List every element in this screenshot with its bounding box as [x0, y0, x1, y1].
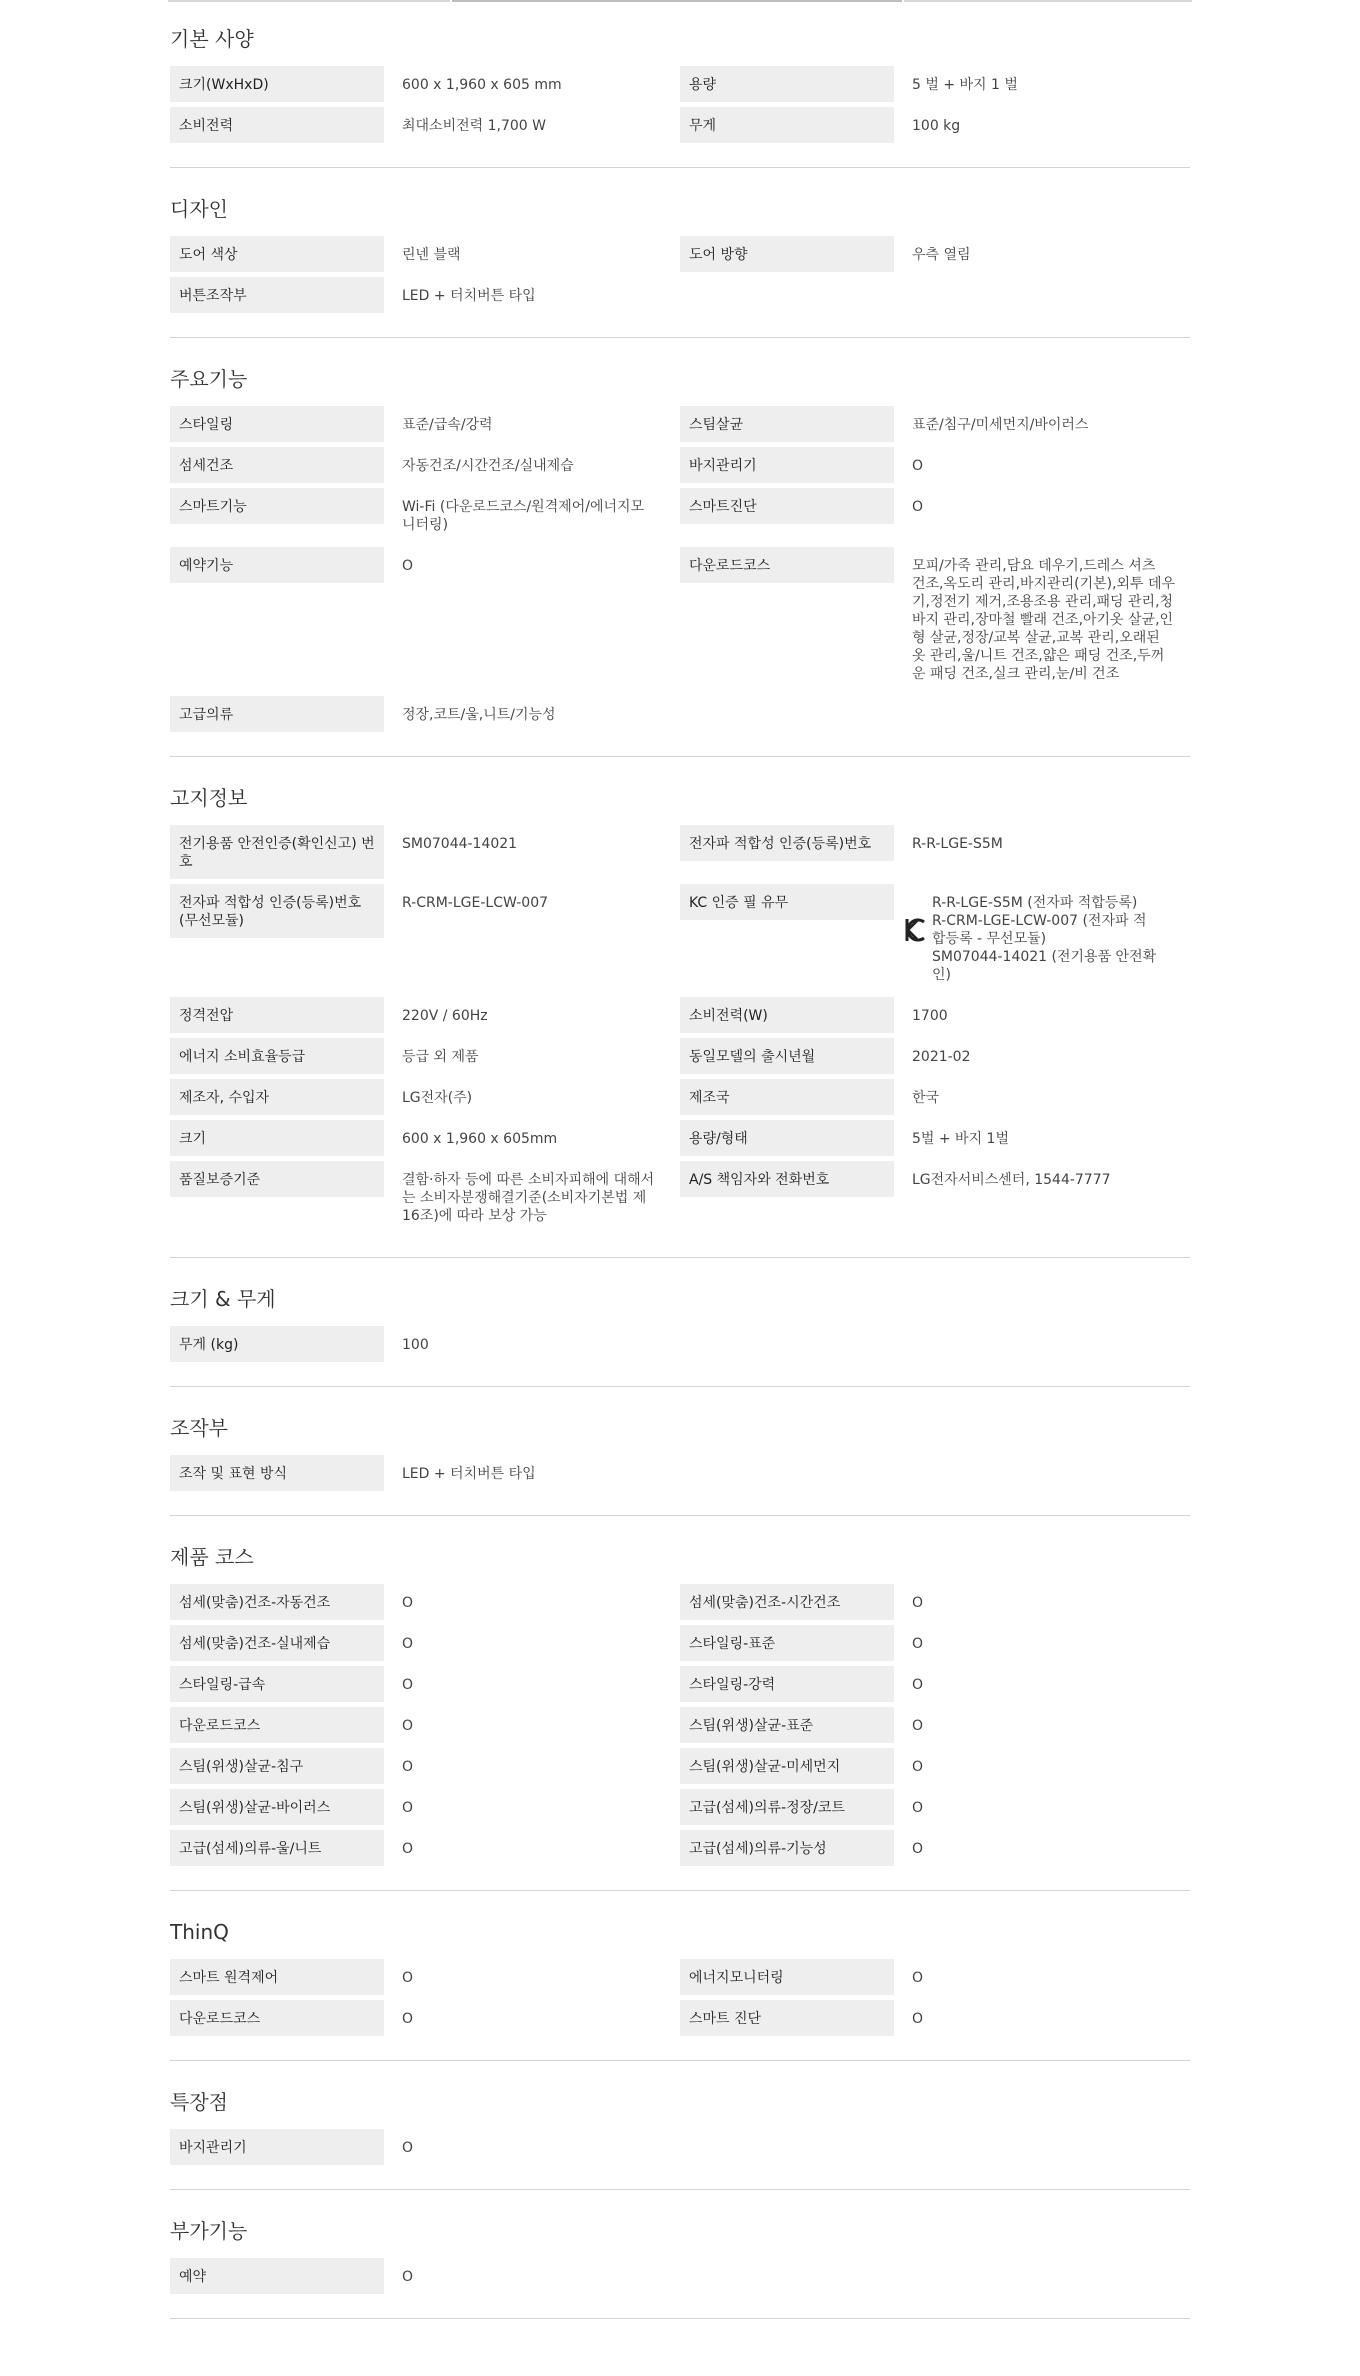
spec-label: 크기 [170, 1120, 384, 1156]
spec-section [170, 1415, 1190, 1516]
spec-label: 다운로드코스 [170, 1707, 384, 1743]
spec-value: LED + 터치버튼 타입 [402, 288, 536, 304]
spec-label: 스타일링 [170, 406, 384, 442]
kc-certification-text: R-R-LGE-S5M (전자파 적합등록) R-CRM-LGE-LCW-007 (전자파 적 합등록 - 무선모듈) SM07044-14021 (전기용품 안전확 인) [932, 895, 1157, 983]
spec-value: O [402, 1718, 414, 1734]
section-title: 제품 코스 [170, 1545, 254, 1569]
spec-label: 무게 [680, 107, 894, 143]
spec-label: 섬세(맞춤)건조-자동건조 [170, 1584, 384, 1620]
spec-label: 다운로드코스 [170, 2000, 384, 2036]
spec-label: 스마트 원격제어 [170, 1959, 384, 1995]
spec-label: 소비전력 [170, 107, 384, 143]
spec-value: SM07044-14021 [402, 836, 518, 852]
spec-table [170, 236, 1190, 313]
spec-section [170, 2218, 1190, 2319]
spec-label: 고급의류 [170, 696, 384, 732]
spec-label: 스팀(위생)살균-표준 [680, 1707, 894, 1743]
spec-value: 5벌 + 바지 1벌 [912, 1131, 1009, 1147]
spec-value: O [402, 2269, 414, 2285]
spec-value: 등급 외 제품 [402, 1049, 479, 1065]
spec-table [170, 825, 1190, 1233]
spec-label: 용량 [680, 66, 894, 102]
spec-value: O [402, 558, 414, 574]
spec-value: 600 x 1,960 x 605 mm [402, 77, 562, 93]
spec-label: 제조국 [680, 1079, 894, 1115]
spec-label: 바지관리기 [680, 447, 894, 483]
spec-value: O [912, 1718, 924, 1734]
spec-table [170, 2129, 1190, 2165]
spec-label: 품질보증기준 [170, 1161, 384, 1197]
empty-cell [894, 1455, 1190, 1491]
empty-cell [680, 277, 894, 313]
spec-label: 스팀살균 [680, 406, 894, 442]
spec-label: 용량/형태 [680, 1120, 894, 1156]
spec-value: O [912, 1841, 924, 1857]
spec-label: 스팀(위생)살균-미세먼지 [680, 1748, 894, 1784]
spec-value: 최대소비전력 1,700 W [402, 118, 546, 134]
section-title: 기본 사양 [170, 27, 254, 51]
section-title: 디자인 [170, 197, 228, 221]
spec-value: 600 x 1,960 x 605mm [402, 1131, 558, 1147]
spec-label: 정격전압 [170, 997, 384, 1033]
spec-label: 스타일링-표준 [680, 1625, 894, 1661]
spec-value: O [402, 1636, 414, 1652]
spec-value: 결함·하자 등에 따른 소비자피해에 대해서 는 소비자분쟁해결기준(소비자기본법 제 16조)에 따라 보상 가능 [402, 1172, 655, 1224]
spec-label: 스팀(위생)살균-침구 [170, 1748, 384, 1784]
spec-table [170, 1326, 1190, 1362]
spec-table [170, 1959, 1190, 2036]
empty-cell [894, 696, 1190, 732]
spec-value: O [912, 1970, 924, 1986]
spec-value: O [402, 1800, 414, 1816]
spec-value: O [912, 1800, 924, 1816]
spec-label: 도어 방향 [680, 236, 894, 272]
empty-cell [680, 2129, 894, 2165]
spec-value: 표준/급속/강력 [402, 417, 493, 433]
spec-value: O [912, 1759, 924, 1775]
spec-label: 동일모델의 출시년월 [680, 1038, 894, 1074]
empty-cell [894, 277, 1190, 313]
spec-section [170, 2089, 1190, 2190]
spec-label: 스마트진단 [680, 488, 894, 524]
spec-value: 정장,코트/울,니트/기능성 [402, 707, 556, 723]
spec-value: LG전자서비스센터, 1544-7777 [912, 1172, 1111, 1188]
spec-value: R-R-LGE-S5M [912, 836, 1003, 852]
section-title: 주요기능 [170, 367, 248, 391]
spec-value: 100 [402, 1337, 429, 1353]
spec-value: O [402, 1970, 414, 1986]
spec-section [170, 0, 1190, 168]
spec-label: 전자파 적합성 인증(등록)번호 (무선모듈) [170, 884, 384, 938]
spec-section [170, 196, 1190, 338]
spec-value [894, 884, 1190, 992]
section-title: 고지정보 [170, 786, 248, 810]
spec-value: O [912, 1677, 924, 1693]
spec-value: O [402, 1595, 414, 1611]
spec-label: 섬세(맞춤)건조-시간건조 [680, 1584, 894, 1620]
spec-value: O [912, 1636, 924, 1652]
spec-label: 에너지모니터링 [680, 1959, 894, 1995]
spec-label: 조작 및 표현 방식 [170, 1455, 384, 1491]
spec-label: 스타일링-급속 [170, 1666, 384, 1702]
spec-label: 섬세(맞춤)건조-실내제습 [170, 1625, 384, 1661]
empty-cell [680, 2258, 894, 2294]
spec-label: 고급(섬세)의류-기능성 [680, 1830, 894, 1866]
spec-label: 스마트기능 [170, 488, 384, 524]
spec-label: 스마트 진단 [680, 2000, 894, 2036]
spec-label: 예약 [170, 2258, 384, 2294]
section-title: 조작부 [170, 1416, 228, 1440]
spec-value: 우측 열림 [912, 247, 971, 263]
spec-value: 2021-02 [912, 1049, 971, 1065]
spec-label: 전자파 적합성 인증(등록)번호 [680, 825, 894, 861]
spec-label: 다운로드코스 [680, 547, 894, 583]
spec-value: 220V / 60Hz [402, 1008, 488, 1024]
spec-label: 도어 색상 [170, 236, 384, 272]
spec-table [170, 406, 1190, 732]
spec-value: 5 벌 + 바지 1 벌 [912, 77, 1018, 93]
spec-label: 소비전력(W) [680, 997, 894, 1033]
spec-value: 한국 [912, 1090, 940, 1106]
empty-cell [680, 1326, 894, 1362]
spec-value: 1700 [912, 1008, 948, 1024]
spec-value: LED + 터치버튼 타입 [402, 1466, 536, 1482]
spec-value: LG전자(주) [402, 1090, 473, 1106]
spec-section [170, 785, 1190, 1258]
spec-label: 버튼조작부 [170, 277, 384, 313]
spec-table [170, 1455, 1190, 1491]
section-title: 특장점 [170, 2090, 228, 2114]
spec-value: Wi-Fi (다운로드코스/원격제어/에너지모 니터링) [402, 499, 645, 533]
empty-cell [894, 2129, 1190, 2165]
kc-certification-icon [904, 916, 928, 944]
spec-label: 스팀(위생)살균-바이러스 [170, 1789, 384, 1825]
spec-value: O [912, 499, 924, 515]
spec-label: 섬세건조 [170, 447, 384, 483]
spec-label: 고급(섬세)의류-울/니트 [170, 1830, 384, 1866]
spec-value: O [912, 2011, 924, 2027]
section-title: 부가기능 [170, 2219, 248, 2243]
spec-value: R-CRM-LGE-LCW-007 [402, 895, 549, 911]
spec-label: 무게 (kg) [170, 1326, 384, 1362]
spec-section [170, 1544, 1190, 1891]
spec-label: 에너지 소비효율등급 [170, 1038, 384, 1074]
spec-content [170, 0, 1190, 2347]
spec-value: 100 kg [912, 118, 961, 134]
spec-section [170, 366, 1190, 757]
spec-value: 표준/침구/미세먼지/바이러스 [912, 417, 1089, 433]
spec-label: 예약기능 [170, 547, 384, 583]
spec-section [170, 1286, 1190, 1387]
spec-value: O [912, 1595, 924, 1611]
spec-label: A/S 책임자와 전화번호 [680, 1161, 894, 1197]
spec-table [170, 2258, 1190, 2294]
section-title: ThinQ [170, 1920, 229, 1944]
empty-cell [680, 1455, 894, 1491]
empty-cell [894, 2258, 1190, 2294]
spec-value: 모피/가죽 관리,담요 데우기,드레스 셔츠 건조,옥도리 관리,바지관리(기본),외투 데우 기,정전기 제거,조용조용 관리,패딩 관리,청 바지 관리,장마철 빨래 건조,아기옷 살균,인 형 살균,정장/교복 살균,교복 관리,오래된 옷 관리,울/니트 건조,얇은 패딩 건조,두꺼 운 패딩 건조,실크 관리,눈/비 건조 [912, 558, 1176, 682]
spec-label: KC 인증 필 유무 [680, 884, 894, 920]
spec-table [170, 1584, 1190, 1866]
spec-value: O [402, 2011, 414, 2027]
spec-value: 린넨 블랙 [402, 247, 461, 263]
spec-value: 자동건조/시간건조/실내제습 [402, 458, 574, 474]
spec-value: O [402, 1677, 414, 1693]
empty-cell [680, 696, 894, 732]
empty-cell [894, 1326, 1190, 1362]
spec-value: O [402, 1759, 414, 1775]
spec-label: 크기(WxHxD) [170, 66, 384, 102]
spec-label: 전기용품 안전인증(확인신고) 번호 [170, 825, 384, 879]
spec-label: 고급(섬세)의류-정장/코트 [680, 1789, 894, 1825]
spec-section [170, 1919, 1190, 2061]
spec-value: O [402, 1841, 414, 1857]
spec-value: O [912, 458, 924, 474]
spec-table [170, 66, 1190, 143]
spec-label: 제조자, 수입자 [170, 1079, 384, 1115]
spec-label: 바지관리기 [170, 2129, 384, 2165]
spec-value: O [402, 2140, 414, 2156]
spec-label: 스타일링-강력 [680, 1666, 894, 1702]
section-title: 크기 & 무게 [170, 1287, 276, 1311]
